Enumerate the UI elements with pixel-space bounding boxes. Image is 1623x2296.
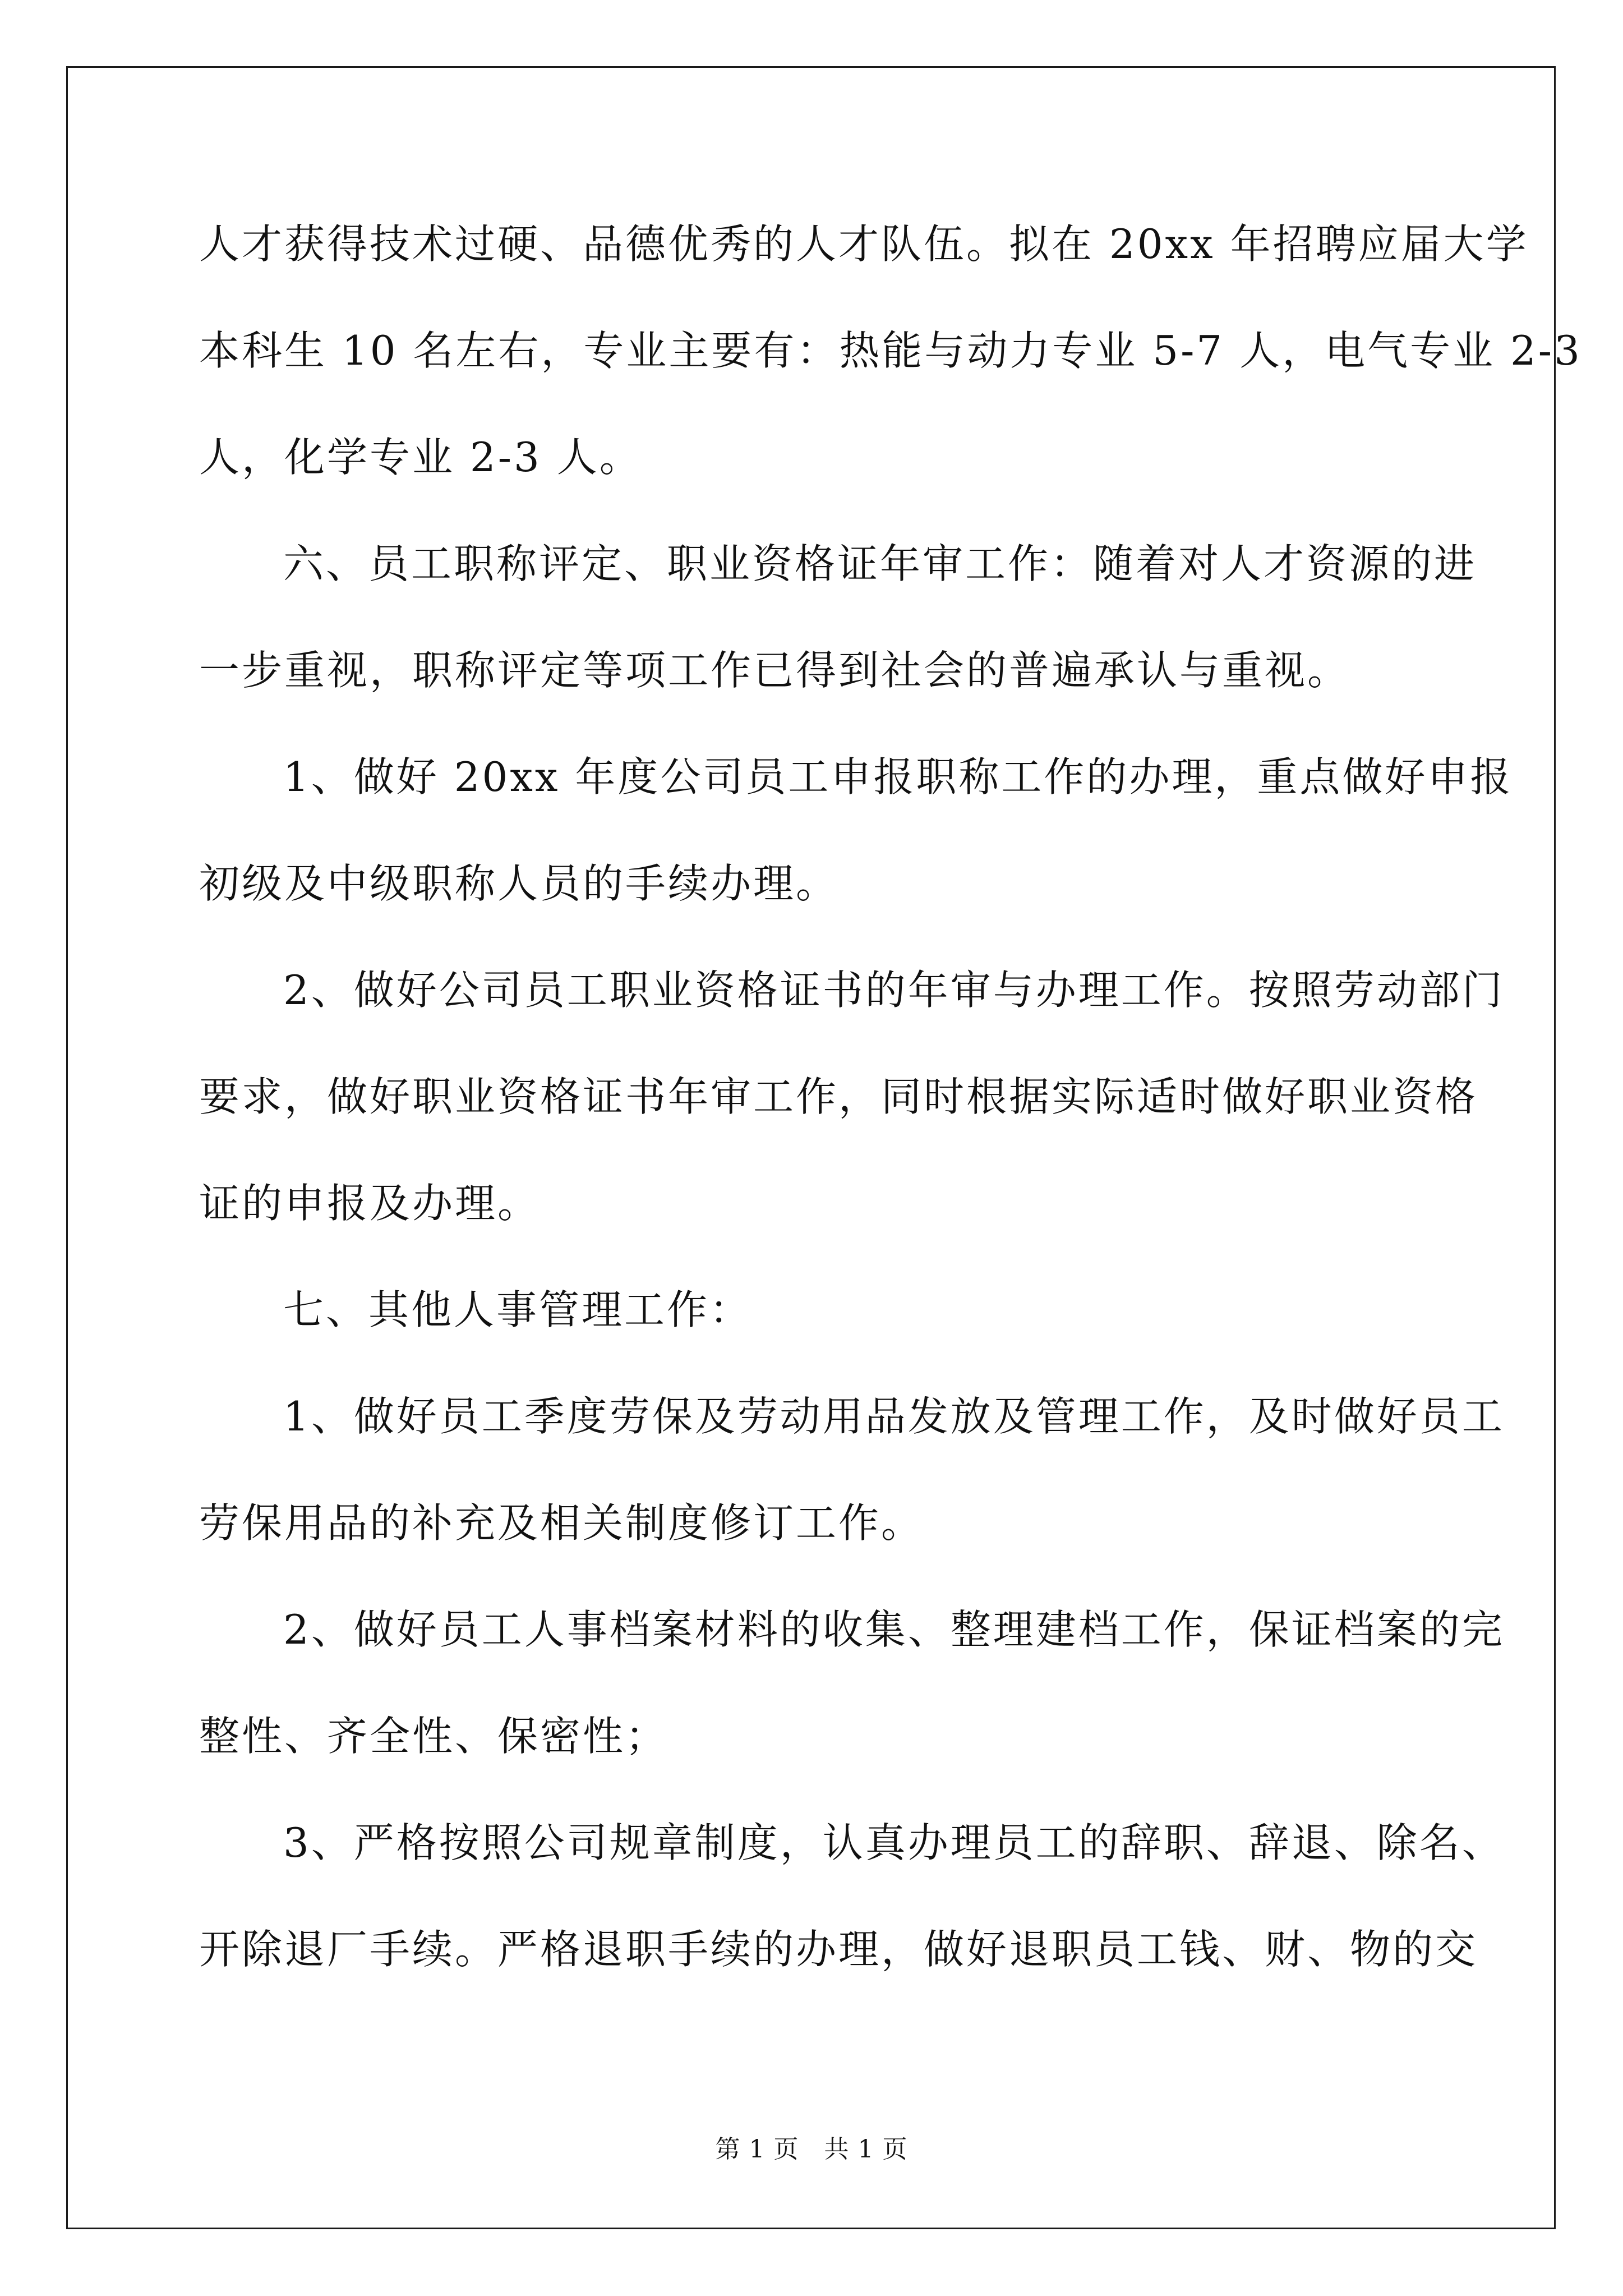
text-line: 开除退厂手续。严格退职手续的办理，做好退职员工钱、财、物的交	[199, 1926, 1478, 1973]
list-item-line: 3、严格按照公司规章制度，认真办理员工的辞职、辞退、除名、	[283, 1819, 1505, 1866]
text-line: 要求，做好职业资格证书年审工作，同时根据实际适时做好职业资格	[199, 1073, 1478, 1120]
text-line: 初级及中级职称人员的手续办理。	[199, 860, 839, 907]
section-heading-line: 七、其他人事管理工作：	[283, 1286, 753, 1333]
section-heading-line: 六、员工职称评定、职业资格证年审工作：随着对人才资源的进	[283, 540, 1477, 587]
text-line: 证的申报及办理。	[199, 1180, 541, 1227]
text-line: 劳保用品的补充及相关制度修订工作。	[199, 1499, 924, 1547]
text-line: 人才获得技术过硬、品德优秀的人才队伍。拟在 20xx 年招聘应届大学	[199, 220, 1529, 268]
list-item-line: 1、做好 20xx 年度公司员工申报职称工作的办理，重点做好申报	[283, 753, 1513, 800]
text-line: 一步重视，职称评定等项工作已得到社会的普遍承认与重视。	[199, 647, 1350, 694]
text-line: 人，化学专业 2-3 人。	[199, 434, 642, 481]
text-line: 本科生 10 名左右，专业主要有：热能与动力专业 5-7 人，电气专业 2-3	[199, 327, 1582, 374]
document-body	[199, 213, 1582, 2025]
page-number: 第 1 页 共 1 页	[715, 2135, 908, 2164]
list-item-line: 1、做好员工季度劳保及劳动用品发放及管理工作，及时做好员工	[283, 1393, 1505, 1440]
list-item-line: 2、做好公司员工职业资格证书的年审与办理工作。按照劳动部门	[283, 967, 1505, 1014]
text-line: 整性、齐全性、保密性；	[199, 1713, 668, 1760]
list-item-line: 2、做好员工人事档案材料的收集、整理建档工作，保证档案的完	[283, 1606, 1505, 1653]
